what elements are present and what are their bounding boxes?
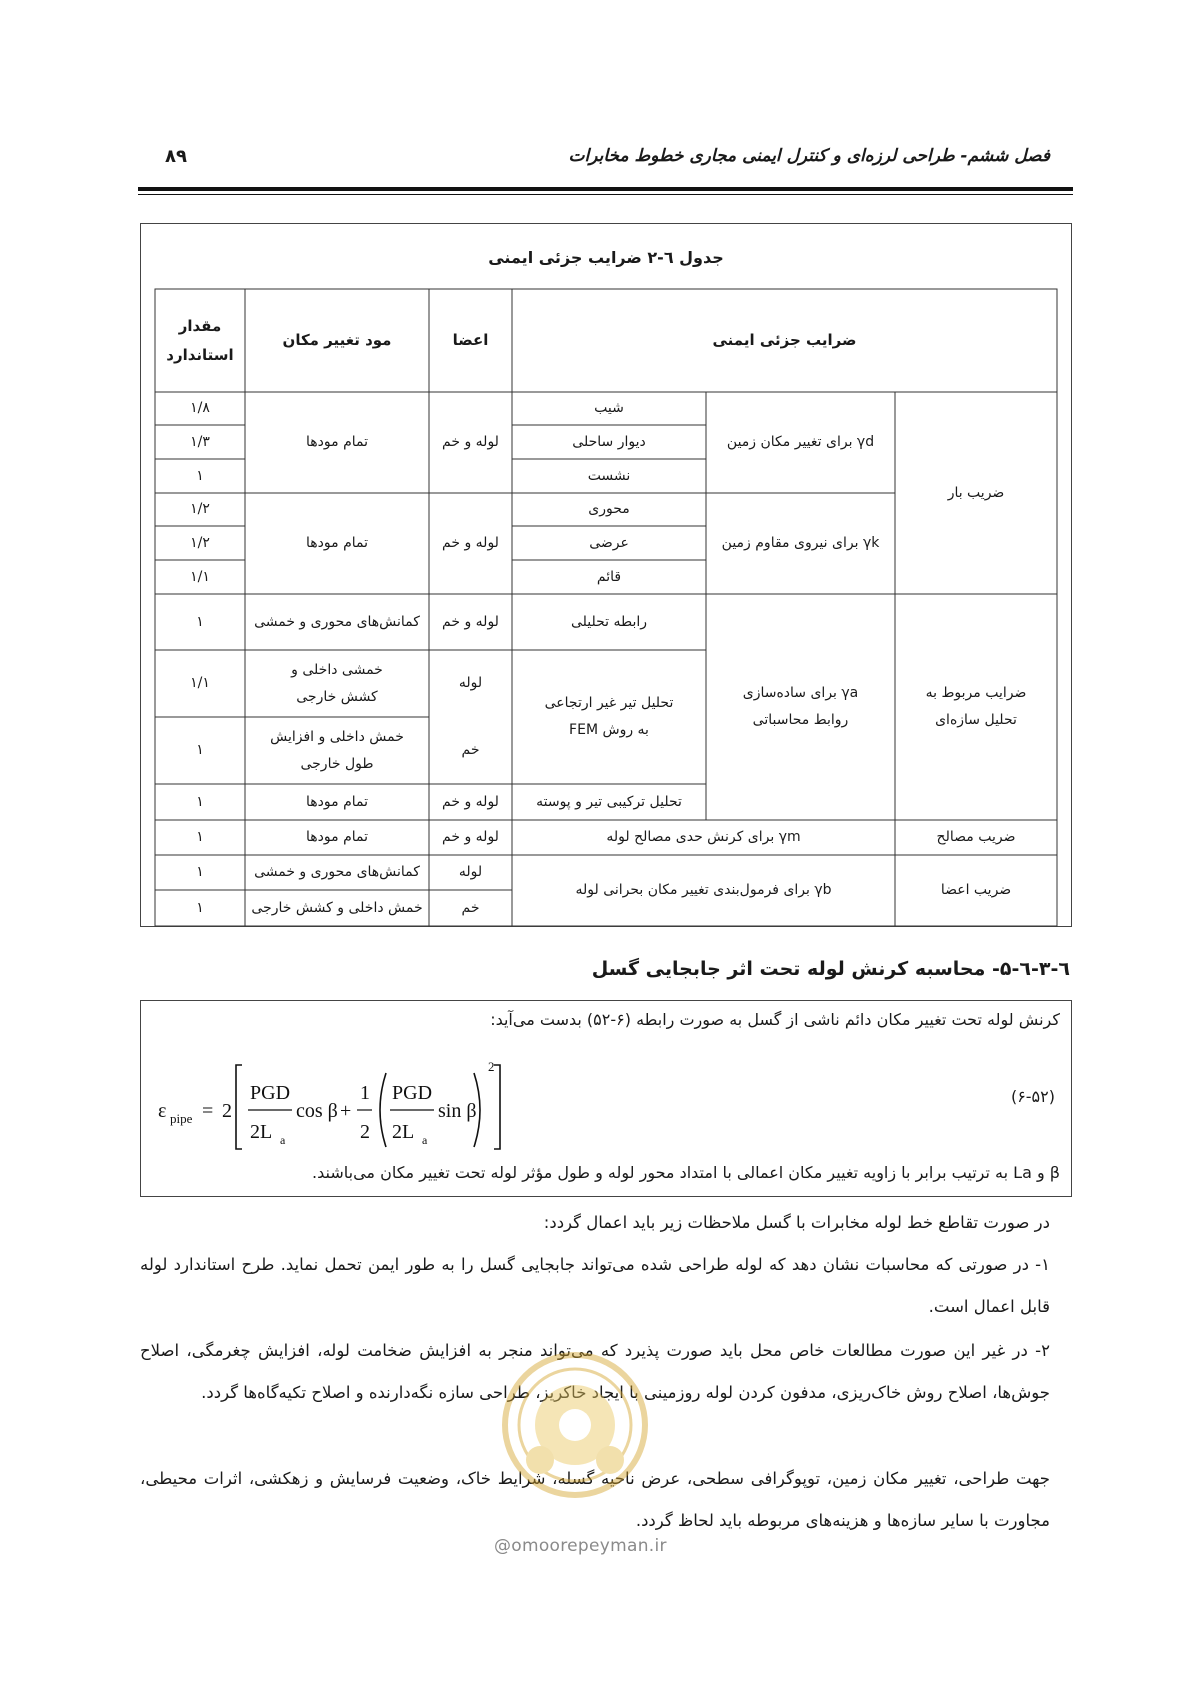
eq-half-den: 2: [360, 1121, 370, 1143]
watermark-logo: [490, 1335, 660, 1535]
member-pipe: لوله: [458, 864, 483, 881]
mode-all: تمام مودها: [306, 793, 368, 810]
value-cell: ۱/۲: [190, 534, 210, 551]
value-cell: ۱: [196, 613, 204, 630]
eq-power: 2: [488, 1059, 495, 1074]
section-title: ٦-۳-٦-۵- محاسبه کرنش لوله تحت اثر جابجایی گسل: [591, 958, 1070, 980]
list-item-1: ۱- در صورتی که محاسبات نشان دهد که لوله طراحی شده می‌تواند جابجایی گسل را به طور ایمن تحمل نماید. طرح استاندارد لوله قابل اعمال است.: [140, 1255, 1050, 1316]
group-load-factor: ضریب بار: [947, 484, 1005, 501]
value-cell: ۱/۸: [190, 400, 210, 417]
mode-bend-tension: خمشی داخلی و کشش خارجی: [291, 661, 383, 705]
formula-note: β و La به ترتیب برابر با زاویه تغییر مکان اعمالی با امتداد محور لوله و طول مؤثر لوله تحت تغییر مکان می‌باشند.: [312, 1163, 1060, 1182]
equation-number: (۶-۵۲): [1010, 1087, 1055, 1106]
mode-bend-length: خمش داخلی و افزایش طول خارجی: [270, 728, 404, 772]
member-pipe-bend: لوله و خم: [442, 829, 499, 846]
mode-axial-bending: کمانش‌های محوری و خمشی: [254, 864, 420, 881]
item-fem: تحلیل تیر غیر ارتجاعی به روش FEM: [544, 695, 674, 738]
member-pipe: لوله: [458, 675, 483, 692]
value-cell: ۱: [196, 829, 204, 846]
list-item-2: ۲- در غیر این صورت مطالعات خاص محل باید صورت پذیرد که می‌تواند منجر به افزایش ضخامت لوله، افزایش چغرمگی، اصلاح جوش‌ها، اصلاح روش خاک‌ریزی، مدفون کردن لوله روزمینی با ایجاد خاکریز، طراحی سازه نگه‌دارنده و اصلاح تکیه‌گاه‌ها گردد.: [140, 1341, 1050, 1402]
value-cell: ۱/۱: [190, 568, 210, 585]
eq-plus: +: [340, 1100, 352, 1122]
eq-den-2: 2L: [392, 1121, 415, 1143]
item-axial: محوری: [588, 501, 630, 518]
item-analytic: رابطه تحلیلی: [570, 613, 648, 630]
header-coefficients: ضرایب جزئی ایمنی: [712, 331, 857, 350]
member-pipe-bend: لوله و خم: [442, 535, 499, 552]
pipe-strain-equation: [150, 1055, 570, 1155]
eq-pgd-2: PGD: [392, 1082, 433, 1104]
mode-all: تمام مودها: [306, 829, 368, 846]
watermark-text: @omoorepeyman.ir: [494, 1536, 667, 1556]
mode-bend-tension: خمش داخلی و کشش خارجی: [251, 899, 423, 916]
eq-epsilon: ε: [158, 1100, 167, 1122]
member-pipe-bend: لوله و خم: [442, 613, 499, 630]
value-cell: ۱/۳: [190, 433, 210, 450]
eq-cos: cos β: [296, 1100, 338, 1122]
eq-epsilon-sub: pipe: [170, 1111, 193, 1126]
group-member-factor: ضریب اعضا: [940, 882, 1012, 899]
subgroup-gamma-d: γd برای تغییر مکان زمین: [726, 434, 875, 451]
table-caption: جدول ٦-۲ ضرایب جزئی ایمنی: [488, 248, 724, 267]
item-transverse: عرضی: [589, 534, 629, 551]
eq-sin: sin β: [438, 1100, 477, 1122]
value-cell: ۱: [196, 742, 204, 759]
value-cell: ۱: [196, 899, 204, 916]
chapter-title: فصل ششم- طراحی لرزه‌ای و کنترل ایمنی مجاری خطوط مخابرات: [568, 146, 1050, 166]
value-cell: ۱/۱: [190, 675, 210, 692]
member-pipe-bend: لوله و خم: [442, 434, 499, 451]
value-cell: ۱: [196, 467, 204, 484]
svg-text:=: =: [202, 1100, 214, 1122]
eq-den-sub-2: a: [422, 1133, 428, 1147]
eq-den: 2L: [250, 1121, 273, 1143]
mode-all: تمام مودها: [306, 535, 368, 552]
item-coastal-wall: دیوار ساحلی: [572, 433, 646, 450]
eq-den-sub: a: [280, 1133, 286, 1147]
mode-all: تمام مودها: [306, 434, 368, 451]
formula-intro: کرنش لوله تحت تغییر مکان دائم ناشی از گسل به صورت رابطه (۶-۵۲) بدست می‌آید:: [490, 1010, 1060, 1029]
group-material-factor: ضریب مصالح: [936, 829, 1016, 846]
subgroup-gamma-a: γa برای ساده‌سازی روابط محاسباتی: [742, 685, 859, 728]
header-members: اعضا: [452, 331, 489, 350]
member-bend: خم: [461, 742, 480, 759]
member-bend: خم: [461, 899, 480, 916]
header-standard: مقدار استاندارد: [166, 317, 234, 364]
header-mode: مود تغییر مکان: [282, 331, 392, 350]
subgroup-gamma-k: γk برای نیروی مقاوم زمین: [721, 535, 880, 552]
value-cell: ۱: [196, 793, 204, 810]
paragraph-closing: جهت طراحی، تغییر مکان زمین، توپوگرافی سطحی، عرض ناحیه گسله، شرایط خاک، وضعیت فرسایش و زهکشی، اثرات محیطی، مجاورت با سایر سازه‌ها و هزینه‌های مربوطه باید لحاظ گردد.: [140, 1469, 1050, 1530]
item-vertical: قائم: [596, 568, 622, 585]
mode-axial-bending: کمانش‌های محوری و خمشی: [254, 613, 420, 630]
item-beam-shell: تحلیل ترکیبی تیر و پوسته: [536, 793, 682, 810]
group-structural-analysis: ضرایب مربوط به تحلیل سازه‌ای: [925, 685, 1027, 728]
eq-coef: 2: [222, 1100, 232, 1122]
subgroup-gamma-m: γm برای کرنش حدی مصالح لوله: [606, 829, 801, 846]
subgroup-gamma-b: γb برای فرمول‌بندی تغییر مکان بحرانی لوله: [575, 882, 832, 899]
value-cell: ۱: [196, 864, 204, 881]
page-number: ۸۹: [165, 146, 187, 167]
member-pipe-bend: لوله و خم: [442, 793, 499, 810]
item-settlement: نشست: [587, 467, 631, 484]
item-slope: شیب: [594, 400, 624, 417]
eq-half-num: 1: [360, 1082, 370, 1104]
paragraph-intro: در صورت تقاطع خط لوله مخابرات با گسل ملاحظات زیر باید اعمال گردد:: [543, 1213, 1050, 1232]
eq-pgd: PGD: [250, 1082, 291, 1104]
value-cell: ۱/۲: [190, 501, 210, 518]
